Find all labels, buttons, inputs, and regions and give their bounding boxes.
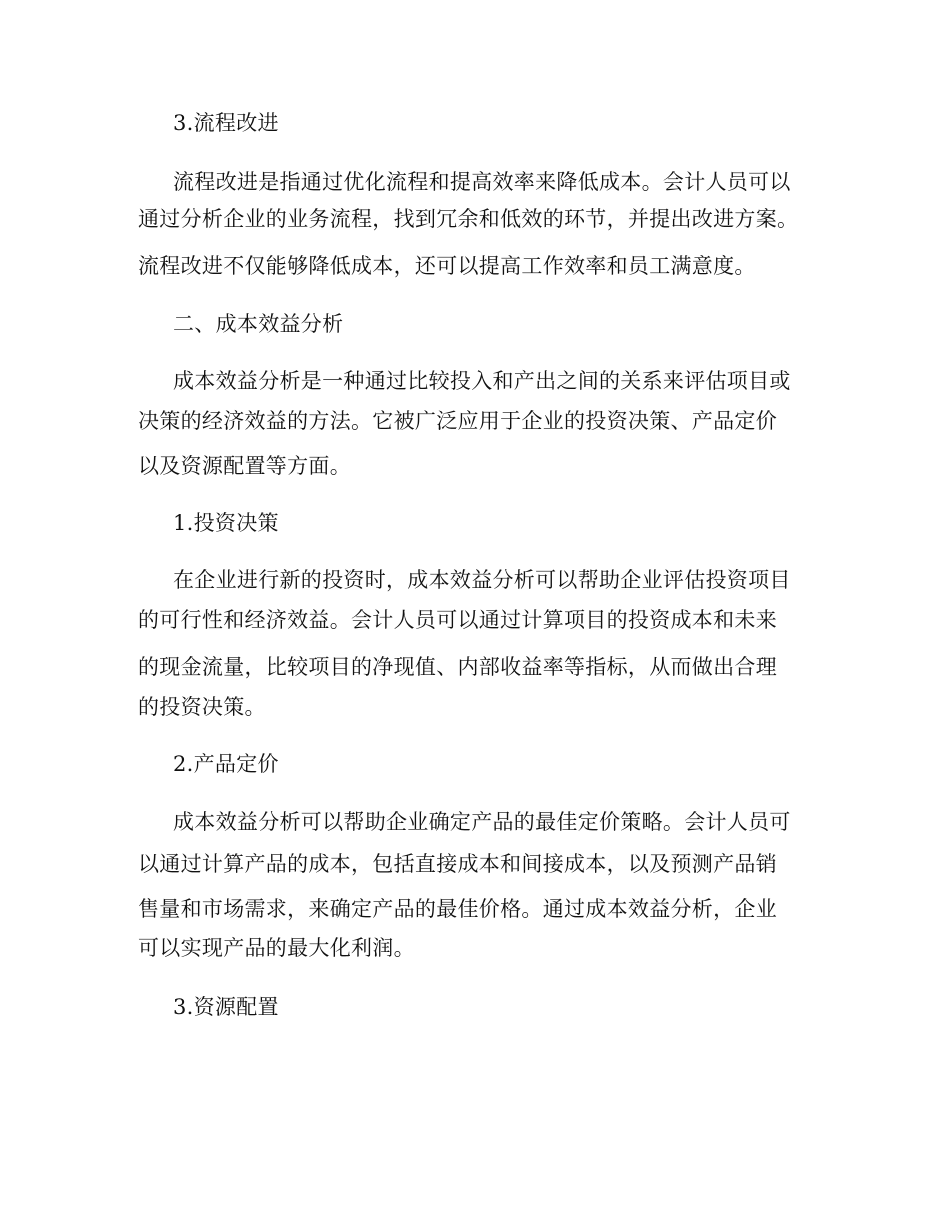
paragraph-line: 的现金流量，比较项目的净现值、内部收益率等指标，从而做出合理: [138, 655, 777, 679]
section-heading: 1.投资决策: [173, 511, 279, 535]
paragraph-line: 通过分析企业的业务流程，找到冗余和低效的环节，并提出改进方案。: [138, 207, 799, 231]
paragraph-line: 成本效益分析可以帮助企业确定产品的最佳定价策略。会计人员可: [173, 810, 791, 834]
paragraph-line: 以及资源配置等方面。: [138, 454, 351, 478]
section-heading: 3.流程改进: [173, 111, 279, 135]
section-heading: 二、成本效益分析: [173, 312, 344, 336]
paragraph-line: 流程改进是指通过优化流程和提高效率来降低成本。会计人员可以: [173, 170, 791, 194]
section-heading: 2.产品定价: [173, 752, 279, 776]
paragraph-line: 的可行性和经济效益。会计人员可以通过计算项目的投资成本和未来: [138, 608, 777, 632]
paragraph-line: 在企业进行新的投资时，成本效益分析可以帮助企业评估投资项目: [173, 568, 791, 592]
paragraph-line: 以通过计算产品的成本，包括直接成本和间接成本，以及预测产品销: [138, 852, 777, 876]
paragraph-line: 的投资决策。: [138, 695, 266, 719]
paragraph-line: 可以实现产品的最大化利润。: [138, 936, 415, 960]
paragraph-line: 成本效益分析是一种通过比较投入和产出之间的关系来评估项目或: [173, 369, 791, 393]
paragraph-line: 售量和市场需求，来确定产品的最佳价格。通过成本效益分析，企业: [138, 897, 777, 921]
section-heading: 3.资源配置: [173, 995, 279, 1019]
paragraph-line: 流程改进不仅能够降低成本，还可以提高工作效率和员工满意度。: [138, 254, 756, 278]
paragraph-line: 决策的经济效益的方法。它被广泛应用于企业的投资决策、产品定价: [138, 409, 777, 433]
